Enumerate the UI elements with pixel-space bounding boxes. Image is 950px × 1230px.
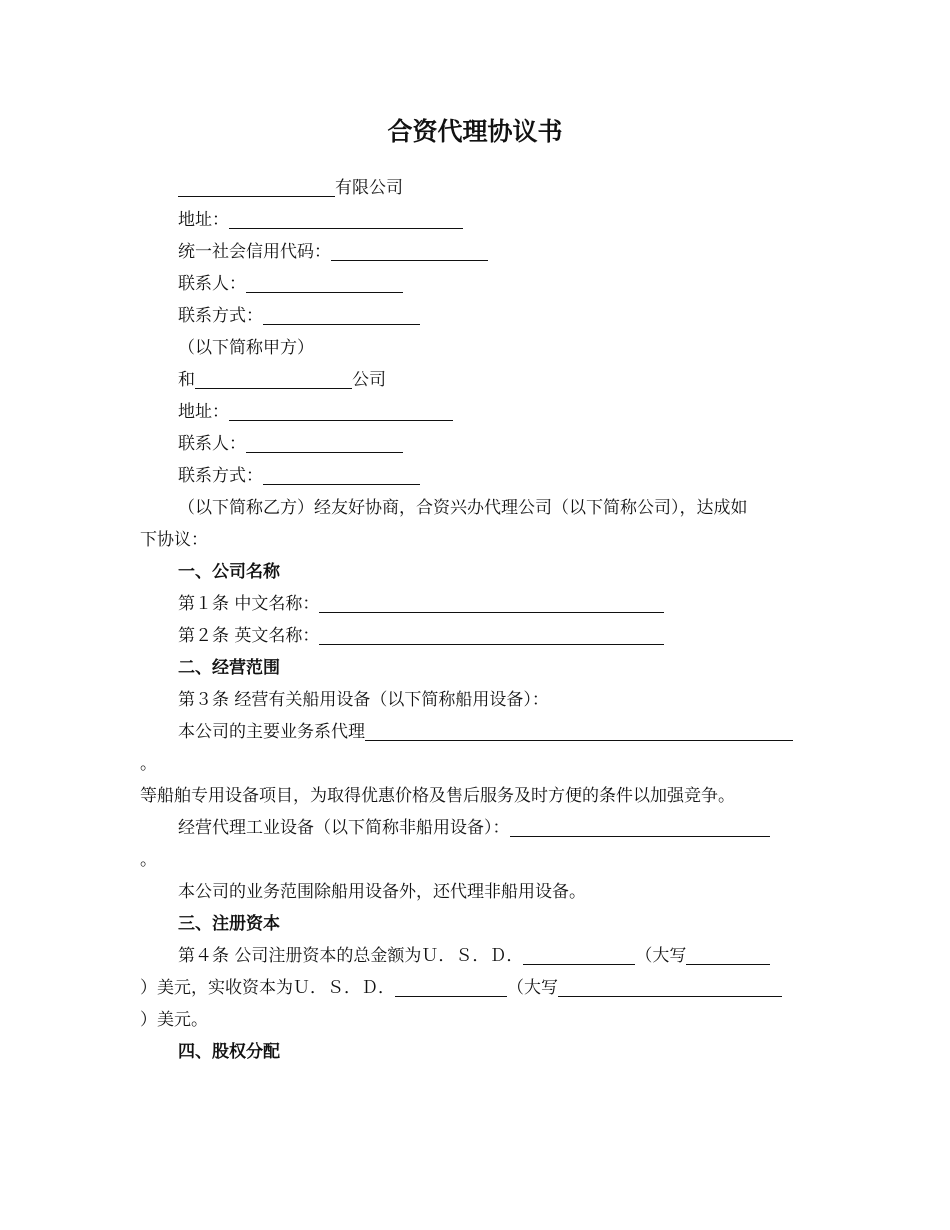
party-b-contact-method-blank[interactable] <box>263 462 420 485</box>
main-business-line <box>178 716 793 748</box>
party-a-contact-method-label: 联系方式： <box>178 306 263 326</box>
article-3-line: 第３条 经营有关船用设备（以下简称船用设备）： <box>178 690 549 710</box>
article-1-line <box>178 588 664 620</box>
party-b-prefix: 和 <box>178 370 195 390</box>
article-4-text-a: 第４条 公司注册资本的总金额为Ｕ．Ｓ．Ｄ． <box>178 946 524 966</box>
english-name-blank[interactable] <box>319 622 664 645</box>
party-a-alias-note: （以下简称甲方） <box>178 338 314 358</box>
article-4-line-3: ）美元。 <box>140 1010 208 1030</box>
article-4-text-d: （大写 <box>507 978 558 998</box>
article-4-line-2 <box>140 972 782 1004</box>
party-a-contact-label: 联系人： <box>178 274 246 294</box>
section-1-heading: 一、公司名称 <box>178 562 280 582</box>
party-b-contact-blank[interactable] <box>246 430 403 453</box>
party-b-contact-method-line <box>178 460 420 492</box>
party-b-address-blank[interactable] <box>229 398 453 421</box>
party-a-company-line <box>178 172 403 204</box>
party-a-address-blank[interactable] <box>229 206 463 229</box>
main-business-label: 本公司的主要业务系代理 <box>178 722 365 742</box>
total-capital-blank[interactable] <box>523 942 635 965</box>
party-a-company-blank[interactable] <box>178 174 335 197</box>
period-2: 。 <box>140 850 157 870</box>
section-2-heading: 二、经营范围 <box>178 658 280 678</box>
article-1-label: 第１条 中文名称： <box>178 594 320 614</box>
party-b-company-suffix: 公司 <box>352 370 386 390</box>
paid-capital-words-blank[interactable] <box>558 974 782 997</box>
party-b-address-label: 地址： <box>178 402 229 422</box>
marine-equipment-line: 等船舶专用设备项目，为取得优惠价格及售后服务及时方便的条件以加强竞争。 <box>140 786 735 806</box>
party-a-contact-method-blank[interactable] <box>263 302 420 325</box>
party-a-credit-code-blank[interactable] <box>331 238 488 261</box>
party-b-company-blank[interactable] <box>195 366 352 389</box>
party-a-company-suffix: 有限公司 <box>335 178 403 198</box>
document-title: 合资代理协议书 <box>387 117 563 146</box>
industrial-equipment-line <box>178 812 770 844</box>
article-4-line-1 <box>178 940 770 972</box>
period-1: 。 <box>140 754 157 774</box>
industrial-equipment-blank[interactable] <box>510 814 770 837</box>
party-a-credit-code-label: 统一社会信用代码： <box>178 242 331 262</box>
chinese-name-blank[interactable] <box>319 590 664 613</box>
article-2-line <box>178 620 664 652</box>
party-b-company-line <box>178 364 386 396</box>
section-3-heading: 三、注册资本 <box>178 914 280 934</box>
section-4-heading: 四、股权分配 <box>178 1042 280 1062</box>
party-a-address-label: 地址： <box>178 210 229 230</box>
paid-capital-blank[interactable] <box>395 974 507 997</box>
party-a-contact-method-line <box>178 300 420 332</box>
article-2-label: 第２条 英文名称： <box>178 626 320 646</box>
main-business-blank[interactable] <box>365 718 793 741</box>
party-b-contact-line <box>178 428 403 460</box>
preamble-line-2: 下协议： <box>140 530 208 550</box>
party-a-credit-code-line <box>178 236 488 268</box>
preamble-line-1: （以下简称乙方）经友好协商，合资兴办代理公司（以下简称公司），达成如 <box>178 498 748 518</box>
party-a-address-line <box>178 204 463 236</box>
party-b-contact-label: 联系人： <box>178 434 246 454</box>
party-a-contact-blank[interactable] <box>246 270 403 293</box>
article-4-text-b: （大写 <box>635 946 687 966</box>
total-capital-words-blank[interactable] <box>686 942 770 965</box>
party-b-contact-method-label: 联系方式： <box>178 466 263 486</box>
scope-note-line: 本公司的业务范围除船用设备外，还代理非船用设备。 <box>178 882 586 902</box>
party-a-contact-line <box>178 268 403 300</box>
industrial-equipment-label: 经营代理工业设备（以下简称非船用设备）： <box>178 818 510 838</box>
article-4-text-c: ）美元，实收资本为Ｕ．Ｓ．Ｄ． <box>140 978 395 998</box>
party-b-address-line <box>178 396 453 428</box>
